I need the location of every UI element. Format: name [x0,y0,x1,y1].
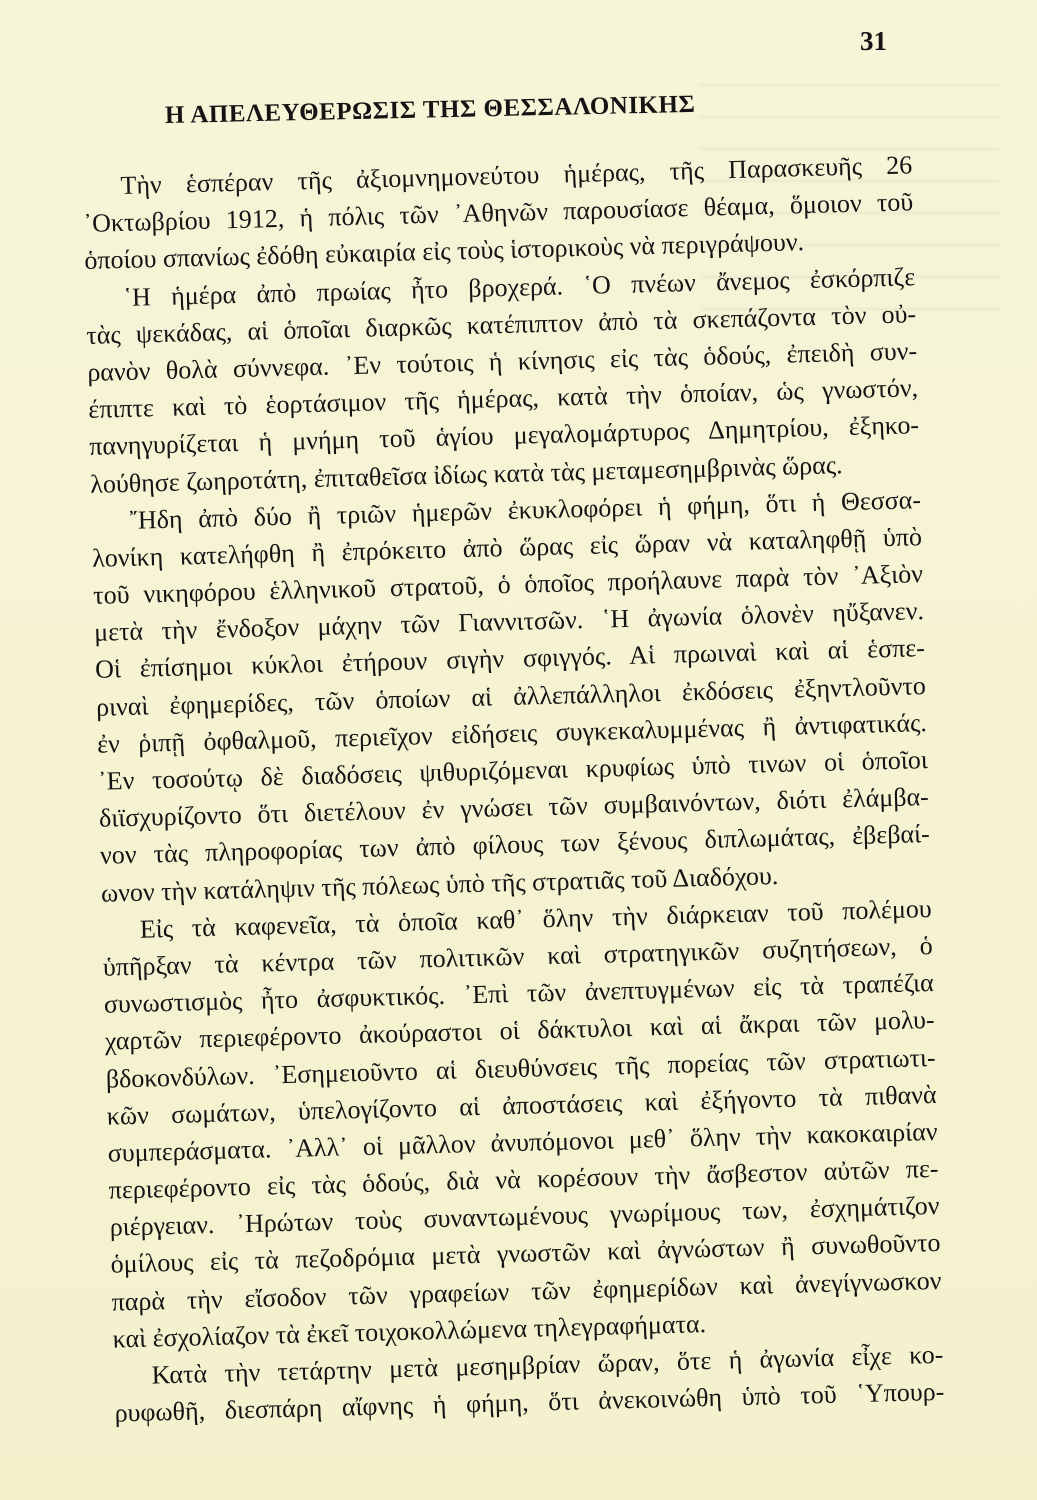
text-line: κῶν σωμάτων, ὑπελογίζοντο αἱ ἀποστάσεις καὶ ἐξήγοντο τὰ πιθανὰ [106,1079,937,1131]
text-line: ἐν ῥιπῇ ὀφθαλμοῦ, περιεῖχον εἰδήσεις συγκεκαλυμμένας ἢ ἀντιφατικάς. [96,707,928,759]
text-line: ᾿Οκτωβρίου 1912, ἡ πόλις τῶν ᾿Αθηνῶν παρουσίασε θέαμα, ὅμοιον τοῦ [83,187,914,239]
text-line: ρανὸν θολὰ σύννεφα. ᾿Εν τούτοις ἡ κίνησις εἰς τὰς ὁδούς, ἐπειδὴ συν- [86,336,918,387]
text-line: τοῦ νικηφόρου ἑλληνικοῦ στρατοῦ, ὁ ὁποῖος προήλαυνε παρὰ τὸν ᾿Αξιὸν [92,559,924,610]
text-line: ρυφωθῆ, διεσπάρη αἴφνης ἡ φήμη, ὅτι ἀνεκοινώθη ὑπὸ τοῦ ῾Υπουρ- [114,1377,945,1428]
page-number: 31 [860,26,887,56]
text-line: λούθησε ζωηροτάτη, ἐπιταθεῖσα ἰδίως κατὰ τὰς μεταμεσημβρινὰς ὥρας. [89,449,843,499]
text-line: παρὰ τὴν εἴσοδον τῶν γραφείων τῶν ἐφημερίδων καὶ ἀνεγίγνωσκον [111,1265,942,1317]
text-line: τὰς ψεκάδας, αἱ ὁποῖαι διαρκῶς κατέπιπτον ἀπὸ τὰ σκεπάζοντα τὸν οὐ- [85,298,917,350]
text-line: συνωστισμὸς ἦτο ἀσφυκτικός. ᾿Επὶ τῶν ἀνεπτυγμένων εἰς τὰ τραπέζια [103,968,934,1019]
text-line: μετὰ τὴν ἔνδοξον μάχην τῶν Γιαννιτσῶν. ῾Η ἀγωνία ὁλονὲν ηὔξανεν. [93,596,925,648]
text-line: συμπεράσματα. ᾿Αλλ᾿ οἱ μᾶλλον ἀνυπόμονοι μεθ᾿ ὅλην τὴν κακοκαιρίαν [107,1116,938,1168]
text-line: διϊσχυρίζοντο ὅτι διετέλουν ἐν γνώσει τῶν συμβαινόντων, διότι ἐλάμβα- [98,782,930,833]
text-line: πανηγυρίζεται ἡ μνήμη τοῦ ἁγίου μεγαλομάρτυρος Δημητρίου, ἐξηκο- [88,410,920,462]
body-text [82,146,945,1432]
text-line: Τὴν ἑσπέραν τῆς ἀξιομνημονεύτου ἡμέρας, τῆς Παρασκευῆς 26 [120,150,913,200]
text-line: ωνον τὴν κατάληψιν τῆς πόλεως ὑπὸ τῆς στρατιᾶς τοῦ Διαδόχου. [100,860,779,908]
text-line: χαρτῶν περιεφέροντο ἀκούραστοι οἱ δάκτυλοι καὶ αἱ ἄκραι τῶν μολυ- [104,1005,935,1057]
text-line: ῾Η ἡμέρα ἀπὸ πρωίας ἦτο βροχερά. ῾Ο πνέων ἄνεμος ἐσκόρπιζε [123,261,916,312]
text-line: ᾿Εν τοσούτῳ δὲ διαδόσεις ψιθυριζόμεναι κρυφίως ὑπὸ τινων οἱ ὁποῖοι [97,745,929,796]
text-line: έπιπτε καὶ τὸ ἑορτάσιμον τῆς ἡμέρας, κατὰ τὴν ὁποίαν, ὡς γνωστόν, [87,373,919,425]
text-line: καὶ ἐσχολίαζον τὰ ἐκεῖ τοιχοκολλώμενα τηλεγραφήματα. [112,1308,707,1354]
text-line: Εἰς τὰ καφενεῖα, τὰ ὁποῖα καθ᾿ ὅλην τὴν διάρκειαν τοῦ πολέμου [139,893,933,944]
text-line: περιεφέροντο εἰς τὰς ὁδούς, διὰ νὰ κορέσουν τὴν ἄσβεστον αὐτῶν πε- [108,1153,939,1205]
text-line: Οἱ ἐπίσημοι κύκλοι ἐτήρουν σιγὴν σφιγγός. Αἱ πρωιναὶ καὶ αἱ ἑσπε- [94,633,926,685]
text-line: νον τὰς πληροφορίας των ἀπὸ φίλους των ξένους διπλωμάτας, ἐβεβαί- [99,819,931,871]
text-line: ὑπῆρξαν τὰ κέντρα τῶν πολιτικῶν καὶ στρατηγικῶν συζητήσεων, ὁ [102,930,934,982]
text-line: λονίκη κατελήφθη ἢ ἐπρόκειτο ἀπὸ ὥρας εἰς ὥραν νὰ καταληφθῇ ὑπὸ [91,522,923,573]
text-line: Κατὰ τὴν τετάρτην μετὰ μεσημβρίαν ὥραν, ὅτε ἡ ἀγωνία εἶχε κο- [151,1339,944,1390]
chapter-title: Η ΑΠΕΛΕΥΘΕΡΩΣΙΣ ΤΗΣ ΘΕΣΣΑΛΟΝΙΚΗΣ [164,90,696,129]
text-line: ριέργειαν. ᾿Ηρώτων τοὺς συναντωμένους γνωρίμους των, ἐσχημάτιζον [109,1191,940,1242]
text-line: βδοκονδύλων. ᾿Εσημειοῦντο αἱ διευθύνσεις τῆς πορείας τῶν στρατιωτι- [105,1042,936,1094]
text-line: ριναὶ ἐφημερίδες, τῶν ὁποίων αἱ ἀλλεπάλληλοι ἐκδόσεις ἐξηντλοῦντο [95,670,927,722]
text-line: ῎Ηδη ἀπὸ δύο ἢ τριῶν ἡμερῶν ἐκυκλοφόρει ἡ φήμη, ὅτι ἡ Θεσσα- [128,484,922,535]
text-line: ὁποίου σπανίως ἐδόθη εὐκαιρία εἰς τοὺς ἱστορικοὺς νὰ περιγράψουν. [84,227,805,276]
text-line: ὁμίλους εἰς τὰ πεζοδρόμια μετὰ γνωστῶν καὶ ἀγνώστων ἢ συνωθοῦντο [110,1228,941,1280]
